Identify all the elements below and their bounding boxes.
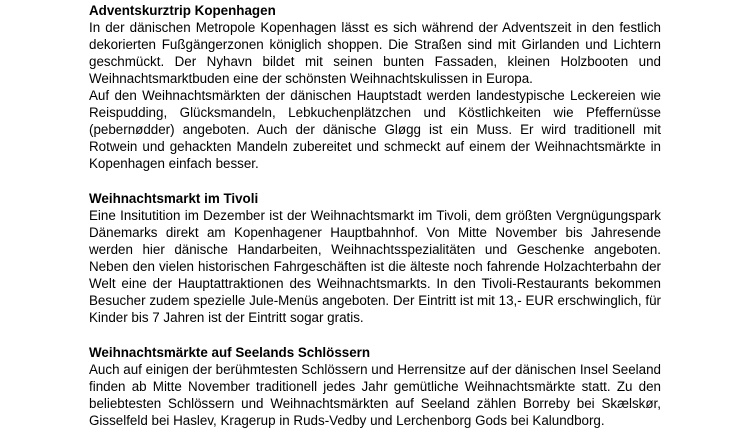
section-heading: Weihnachtsmarkt im Tivoli bbox=[89, 191, 259, 206]
document-page bbox=[89, 2, 661, 447]
section-paragraph: Auf den Weihnachtsmärkten der dänischen Hauptstadt werden landestypische Leckereien wie Reispudding, Glücksmandeln, Lebkuchenplätzchen und Köstlichkeiten wie Pfeffernüsse (pebernødder) angeboten. Auch der dänische Gløgg ist ein Muss. Er wird traditionell mit Rotwein und gehackten Mandeln zubereitet und schmeckt auf einem der Weihnachtsmärkte in Kopenhagen einfach besser. bbox=[89, 88, 661, 171]
section-paragraph: Eine Insitutition im Dezember ist der Weihnachtsmarkt im Tivoli, dem größten Vergnügungspark Dänemarks direkt am Kopenhagener Hauptbahnhof. Von Mitte November bis Jahresende werden hier dänische Handarbeiten, Weihnachtsspezialitäten und Geschenke angeboten. Neben den vielen historischen Fahrgeschäften ist die älteste noch fahrende Holzachterbahn der Welt eine der Hauptattraktionen des Weihnachtsmarkts. In den Tivoli-Restaurants bekommen Besucher zudem spezielle Jule-Menüs angeboten. Der Eintritt ist mit 13,- EUR erschwinglich, für Kinder bis 7 Jahren ist der Eintritt sogar gratis. bbox=[89, 208, 661, 325]
section-heading: Adventskurztrip Kopenhagen bbox=[89, 3, 276, 18]
section-seeland bbox=[89, 344, 661, 429]
section-copenhagen bbox=[89, 2, 661, 172]
section-tivoli bbox=[89, 190, 661, 326]
section-paragraph: In der dänischen Metropole Kopenhagen lässt es sich während der Adventszeit in den festlich dekorierten Fußgängerzonen königlich shoppen. Die Straßen sind mit Girlanden und Lichtern geschmückt. Der Nyhavn bildet mit seinen bunten Fassaden, kleinen Holzbooten und Weihnachtsmarktbuden eine der schönsten Weihnachtskulissen in Europa. bbox=[89, 20, 661, 86]
section-heading: Weihnachtsmärkte auf Seelands Schlössern bbox=[89, 345, 371, 360]
section-paragraph: Auch auf einigen der berühmtesten Schlössern und Herrensitze auf der dänischen Insel Seeland finden ab Mitte November traditionell jedes Jahr gemütliche Weihnachtsmärkte statt. Zu den beliebtesten Schlössern und Weihnachtsmärkten auf Seeland zählen Borreby bei Skælskør, Gisselfeld bei Haslev, Kragerup in Ruds-Vedby und Lerchenborg Gods bei Kalundborg. bbox=[89, 362, 661, 428]
